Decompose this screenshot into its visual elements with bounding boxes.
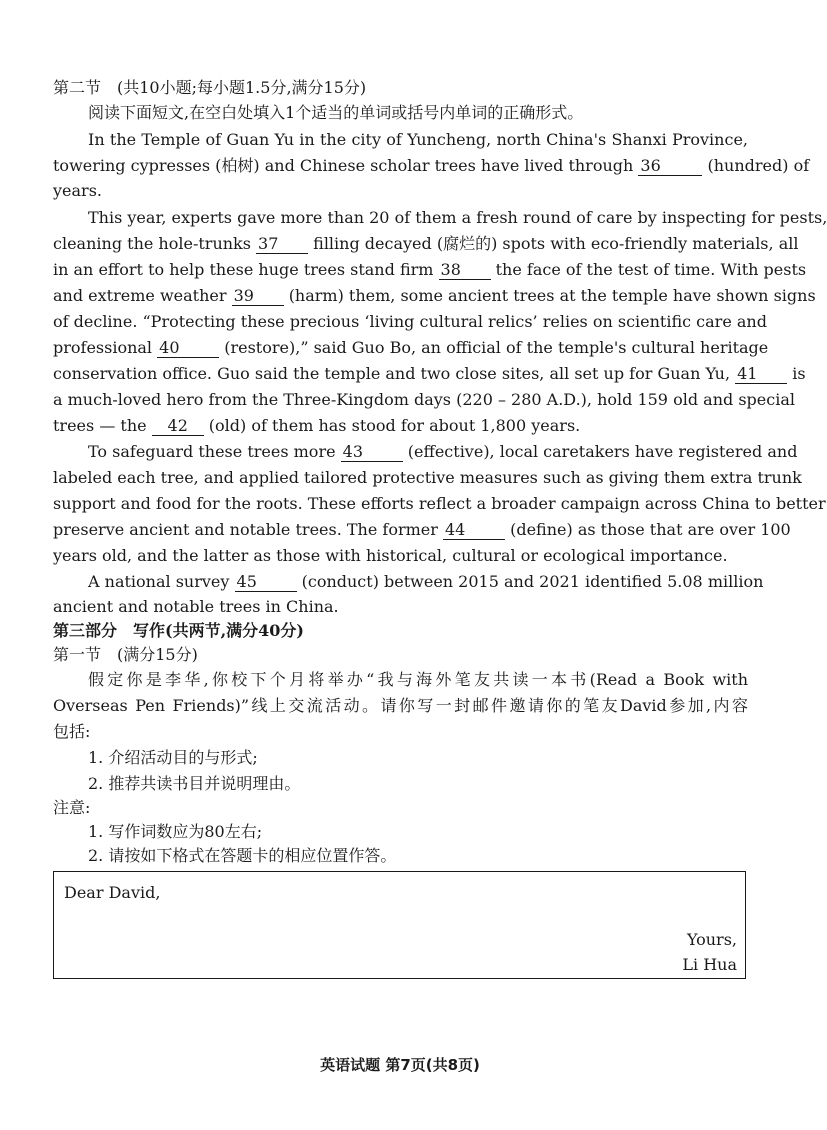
para1-line3: years.	[53, 181, 102, 200]
section-header: 第二节 (共10小题;每小题1.5分,满分15分)	[53, 78, 367, 97]
para3-line4: preserve ancient and notable trees. The former 44 (define) as those that are over 100	[53, 520, 791, 539]
task-line1: 假定你是李华,你校下个月将举办“我与海外笔友共读一本书(Read a Book with	[88, 670, 748, 689]
blank-41[interactable]: 41	[735, 365, 787, 384]
task-line3: 包括:	[53, 722, 91, 741]
para2-line8: a much-loved hero from the Three-Kingdom days (220 – 280 A.D.), hold 159 old and special	[53, 390, 795, 409]
blank-38[interactable]: 38	[439, 261, 491, 280]
blank-37[interactable]: 37	[256, 235, 308, 254]
blank-44[interactable]: 44	[443, 521, 505, 540]
task-item-2: 2. 推荐共读书目并说明理由。	[88, 774, 301, 793]
part3-header: 第三部分 写作(共两节,满分40分)	[53, 621, 304, 640]
para4-line1: A national survey 45 (conduct) between 2015 and 2021 identified 5.08 million	[88, 572, 764, 591]
note-item-1: 1. 写作词数应为80左右;	[88, 822, 263, 841]
para2-line2: cleaning the hole-trunks 37 filling decayed (腐烂的) spots with eco-friendly materials, all	[53, 234, 799, 253]
letter-signature: Li Hua	[682, 955, 737, 974]
section-instruction: 阅读下面短文,在空白处填入1个适当的单词或括号内单词的正确形式。	[88, 103, 584, 122]
letter-answer-box[interactable]	[53, 871, 746, 979]
para3-line2: labeled each tree, and applied tailored protective measures such as giving them extra trunk	[53, 468, 802, 487]
para1-line1: In the Temple of Guan Yu in the city of Yuncheng, north China's Shanxi Province,	[88, 130, 748, 149]
task-line2: Overseas Pen Friends)”线上交流活动。请你写一封邮件邀请你的笔友David参加,内容	[53, 696, 748, 715]
blank-45[interactable]: 45	[235, 573, 297, 592]
note-item-2: 2. 请按如下格式在答题卡的相应位置作答。	[88, 846, 397, 865]
blank-39[interactable]: 39	[232, 287, 284, 306]
blank-36[interactable]: 36	[638, 157, 702, 176]
para2-line3: in an effort to help these huge trees stand firm 38 the face of the test of time. With pests	[53, 260, 807, 279]
blank-40[interactable]: 40	[157, 339, 219, 358]
blank-42[interactable]: 42	[152, 417, 204, 436]
note-label: 注意:	[53, 798, 91, 817]
letter-greeting: Dear David,	[64, 883, 161, 902]
blank-43[interactable]: 43	[341, 443, 403, 462]
letter-closing: Yours,	[686, 930, 737, 949]
page-footer: 英语试题 第7页(共8页)	[320, 1056, 480, 1074]
para4-line2: ancient and notable trees in China.	[53, 597, 339, 616]
part3-subsection: 第一节 (满分15分)	[53, 645, 198, 664]
para2-line9: trees — the 42 (old) of them has stood for about 1,800 years.	[53, 416, 581, 435]
para2-line5: of decline. “Protecting these precious ‘living cultural relics’ relies on scientific care and	[53, 312, 767, 331]
para2-line6: professional 40 (restore),” said Guo Bo, an official of the temple's cultural heritage	[53, 338, 769, 357]
para2-line4: and extreme weather 39 (harm) them, some ancient trees at the temple have shown signs	[53, 286, 816, 305]
para3-line5: years old, and the latter as those with historical, cultural or ecological importance.	[53, 546, 728, 565]
para1-line2: towering cypresses (柏树) and Chinese scholar trees have lived through 36 (hundred) of	[53, 156, 810, 175]
task-item-1: 1. 介绍活动目的与形式;	[88, 748, 258, 767]
para2-line1: This year, experts gave more than 20 of them a fresh round of care by inspecting for pests,	[88, 208, 827, 227]
para3-line3: support and food for the roots. These efforts reflect a broader campaign across China to better	[53, 494, 826, 513]
para2-line7: conservation office. Guo said the temple and two close sites, all set up for Guan Yu, 41 is	[53, 364, 806, 383]
para3-line1: To safeguard these trees more 43 (effective), local caretakers have registered and	[88, 442, 798, 461]
